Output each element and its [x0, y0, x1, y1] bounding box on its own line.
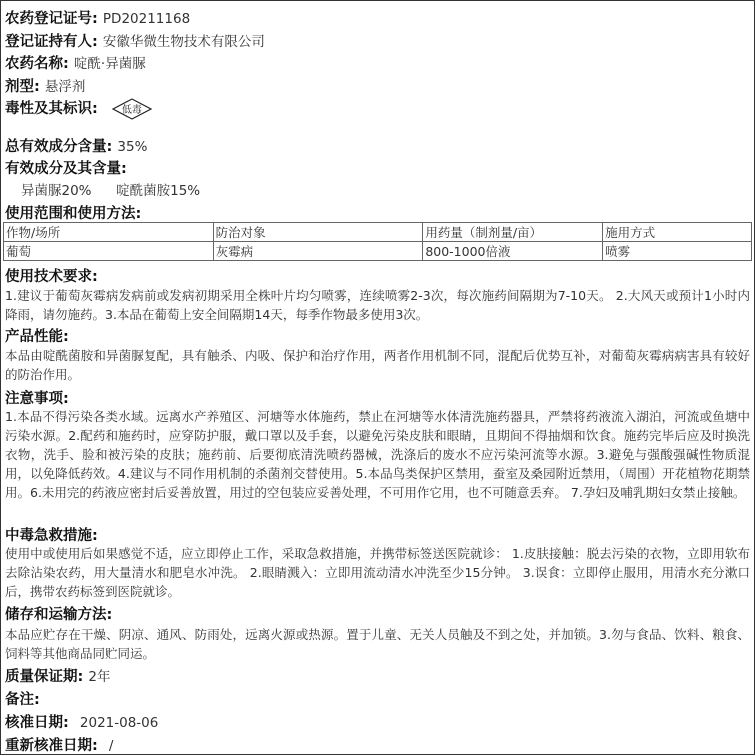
remarks-line [5, 688, 750, 709]
toxicity-line [5, 97, 750, 120]
technical-label: 使用技术要求: [5, 269, 98, 285]
formulation-value: 悬浮剂 [44, 79, 86, 95]
pesticide-name-line [5, 52, 750, 73]
total-content-label: 总有效成分含量: [5, 139, 113, 155]
usage-header-target: 防治对象 [213, 223, 423, 242]
warranty-label: 质量保证期: [5, 669, 84, 685]
performance-heading [5, 325, 750, 346]
usage-label: 使用范围和使用方法: [5, 206, 142, 222]
pesticide-name-label: 农药名称: [5, 56, 69, 72]
holder-value: 安徽华微生物技术有限公司 [102, 34, 265, 50]
precautions-heading [5, 387, 750, 408]
ingredients-label: 有效成分及其含量: [5, 161, 127, 177]
holder-line [5, 30, 750, 51]
reapproval-date-line [5, 734, 750, 755]
usage-cell-method: 喷雾 [603, 242, 752, 261]
usage-cell-dosage: 800-1000倍液 [423, 242, 603, 261]
storage-text: 本品应贮存在干燥、阴凉、通风、防雨处，远离火源或热源。置于儿童、无关人员触及不到之处，并加锁。3.勿与食品、饮料、粮食、饲料等其他商品同贮同运。 [5, 627, 750, 661]
registration-number-label: 农药登记证号: [5, 11, 98, 27]
low-toxicity-badge-icon [111, 98, 153, 120]
reapproval-date-label: 重新核准日期: [5, 738, 98, 754]
formulation-label: 剂型: [5, 79, 40, 95]
remarks-label: 备注: [5, 692, 40, 708]
registration-number-line [5, 7, 750, 28]
warranty-line [5, 665, 750, 686]
technical-text: 1.建议于葡萄灰霉病发病前或发病初期采用全株叶片均匀喷雾，连续喷雾2-3次，每次施药间隔期为7-10天。 2.大风天或预计1小时内降雨，请勿施药。3.本品在葡萄上安全间隔期14天，每季作物最多使用3次。 [5, 288, 750, 322]
precautions-label: 注意事项: [5, 391, 69, 407]
toxicity-badge-text: 低毒 [121, 104, 142, 116]
first-aid-label: 中毒急救措施: [5, 528, 98, 544]
formulation-line [5, 75, 750, 96]
technical-heading [5, 265, 750, 286]
first-aid-heading [5, 524, 750, 545]
approval-date-line [5, 711, 750, 732]
registration-number-value: PD20211168 [102, 11, 191, 27]
approval-date-label: 核准日期: [5, 715, 69, 731]
ingredient-1-name: 异菌脲 [21, 183, 62, 199]
toxicity-label: 毒性及其标识: [5, 101, 98, 117]
usage-table-row [4, 242, 752, 261]
approval-date-value: 2021-08-06 [79, 715, 159, 731]
usage-table-header-row [4, 223, 752, 242]
usage-header-dosage: 用药量（制剂量/亩） [423, 223, 603, 242]
usage-header-crop: 作物/场所 [4, 223, 214, 242]
pesticide-name-value: 啶酰·异菌脲 [73, 56, 146, 72]
usage-table [3, 222, 752, 261]
ingredients-heading [5, 157, 750, 178]
holder-label: 登记证持有人: [5, 34, 98, 50]
usage-header-method: 施用方式 [603, 223, 752, 242]
ingredient-2-content: 15% [170, 183, 201, 199]
ingredients-list [21, 179, 750, 199]
reapproval-date-value: / [108, 738, 114, 754]
first-aid-text: 使用中或使用后如果感觉不适，应立即停止工作，采取急救措施，并携带标签送医院就诊： 1.皮肤接触：脱去污染的衣物，立即用软布去除沾染农药，用大量清水和肥皂水冲洗。 2.眼睛溅入：立即用流动清水冲洗至少15分钟。 3.误食：立即停止服用，用清水充分漱口后，携带农药标签到医院就诊。 [5, 546, 750, 599]
total-content-value: 35% [117, 139, 148, 155]
performance-label: 产品性能: [5, 329, 69, 345]
precautions-text: 1.本品不得污染各类水域。远离水产养殖区、河塘等水体施药，禁止在河塘等水体清洗施药器具，严禁将药液流入湖泊，河流或鱼塘中污染水源。2.配药和施药时，应穿防护服，戴口罩以及手套，以避免污染皮肤和眼睛，且期间不得抽烟和饮食。施药完毕后应及时换洗衣物，洗手、脸和被污染的皮肤；施药前、后要彻底清洗喷药器械，洗涤后的废水不应污染河流等水源。3.避免与强酸强碱性物质混用，以免降低药效。4.建议与不同作用机制的杀菌剂交替使用。5.本品鸟类保护区禁用，蚕室及桑园附近禁用，（周围）开花植物花期禁用。6.未用完的药液应密封后妥善放置，用过的空包装应妥善处理，不可用作它用，也不可随意丢弃。 7.孕妇及哺乳期妇女禁止接触。 [5, 409, 750, 500]
usage-heading [5, 202, 750, 223]
ingredient-1-content: 20% [61, 183, 92, 199]
ingredient-2-name: 啶酰菌胺 [116, 183, 171, 199]
usage-cell-crop: 葡萄 [4, 242, 214, 261]
warranty-value: 2年 [88, 669, 111, 685]
total-content-line [5, 135, 750, 156]
usage-cell-target: 灰霉病 [213, 242, 423, 261]
performance-text: 本品由啶酰菌胺和异菌脲复配，具有触杀、内吸、保护和治疗作用，两者作用机制不同，混配后优势互补，对葡萄灰霉病病害具有较好的防治作用。 [5, 348, 750, 382]
storage-heading [5, 603, 750, 624]
storage-label: 储存和运输方法: [5, 607, 113, 623]
